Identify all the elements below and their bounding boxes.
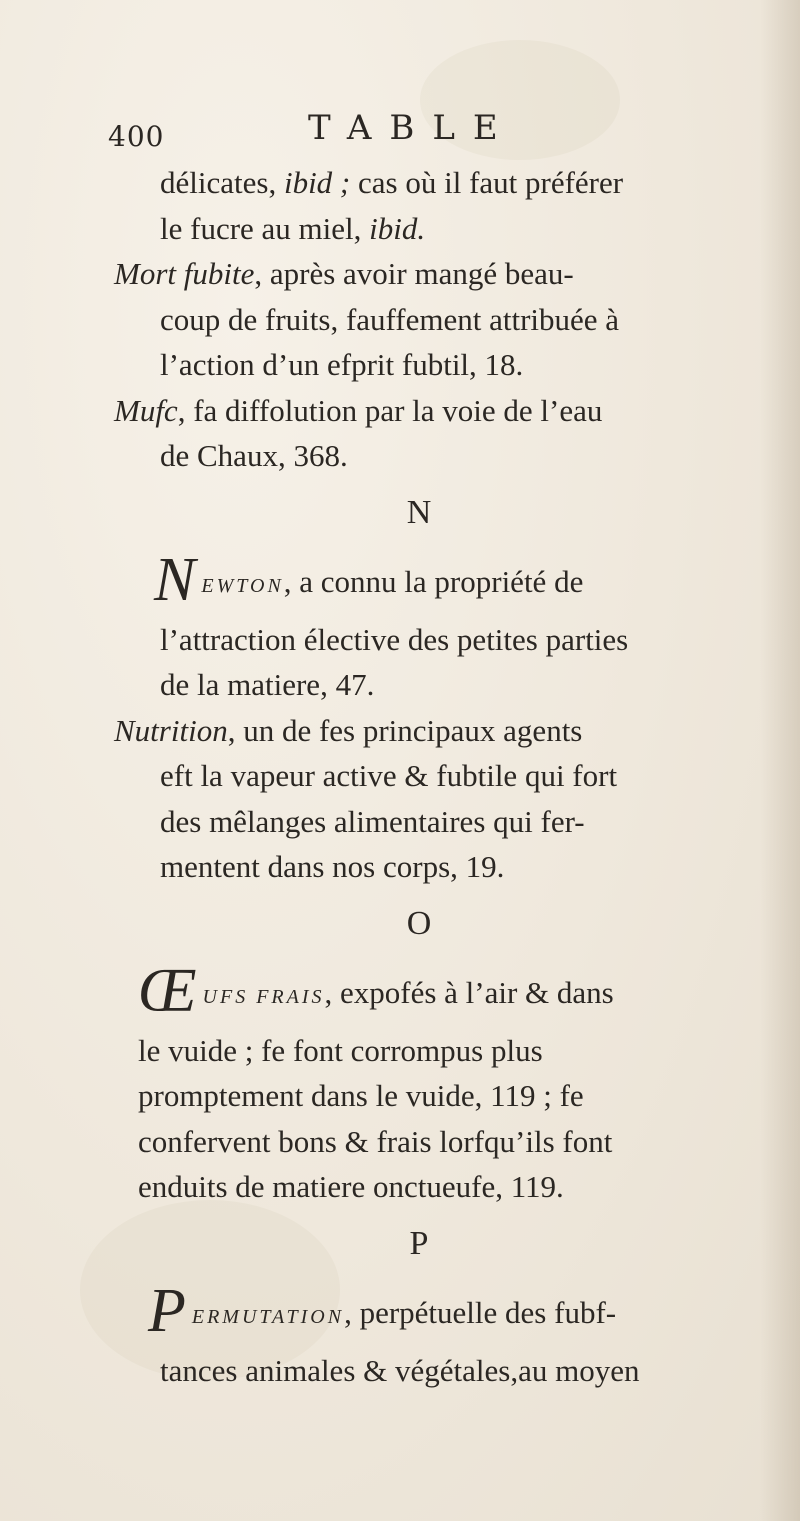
text-span: , après avoir mangé beau- xyxy=(254,256,574,291)
entry-permutation xyxy=(148,1278,770,1348)
text-line: l’action d’un efprit fubtil, 18. xyxy=(160,347,524,382)
page-title: TABLE xyxy=(308,108,516,148)
section-letter-p: P xyxy=(409,1224,429,1262)
text-span: , expofés à l’air & dans xyxy=(324,974,614,1010)
page-header xyxy=(108,108,728,158)
index-text xyxy=(114,160,770,1393)
text-line: des mêlanges alimentaires qui fer- xyxy=(160,803,585,839)
text-span: , a connu la propriété de xyxy=(283,563,584,599)
text-line xyxy=(160,206,770,252)
text-span: cas où il faut préférer xyxy=(350,165,624,200)
entry-musc xyxy=(114,388,770,434)
entry-newton xyxy=(154,547,770,617)
drop-cap: P xyxy=(148,1276,186,1345)
text-line: confervent bons & frais lorfqu’ils font xyxy=(138,1123,613,1159)
text-line: coup de fruits, fauffement attribuée à xyxy=(160,301,620,337)
small-caps-head: UFS FRAIS xyxy=(202,985,325,1008)
text-line: l’attraction élective des petites parties xyxy=(160,621,629,657)
text-span: délicates, xyxy=(160,165,284,200)
text-line: enduits de matiere onctueufe, 119. xyxy=(138,1169,564,1204)
entry-mort xyxy=(114,251,770,297)
text-line: mentent dans nos corps, 19. xyxy=(160,849,505,884)
small-caps-head: EWTON xyxy=(201,574,284,597)
text-span: , perpétuelle des fubf- xyxy=(344,1294,617,1330)
section-letter-n: N xyxy=(406,493,432,531)
ibid-ref: ibid. xyxy=(369,210,426,246)
text-line: le vuide ; fe font corrompus plus xyxy=(138,1032,543,1068)
text-line: eft la vapeur active & fubtile qui fort xyxy=(160,758,618,793)
drop-cap: N xyxy=(154,545,196,614)
entry-nutrition xyxy=(114,708,770,754)
ibid-ref: ibid ; xyxy=(283,165,351,200)
text-line: de la matiere, 47. xyxy=(160,667,375,702)
text-span: , fa diffolution par la voie de l’eau xyxy=(177,392,603,428)
entry-oeufs xyxy=(138,958,770,1028)
text-line xyxy=(160,160,770,206)
entry-head: Mort fubite xyxy=(114,256,255,291)
text-line: de Chaux, 368. xyxy=(160,438,348,473)
text-line: tances animales & végétales,au moyen xyxy=(160,1352,640,1388)
entry-head: Mufc xyxy=(114,392,178,428)
small-caps-head: ERMUTATION xyxy=(191,1305,345,1328)
page-number: 400 xyxy=(108,120,165,153)
entry-head: Nutrition xyxy=(114,712,228,748)
section-letter-o: O xyxy=(406,904,432,942)
text-span: le fucre au miel, xyxy=(160,210,370,246)
text-span: , un de fes principaux agents xyxy=(227,712,583,748)
text-line: promptement dans le vuide, 119 ; fe xyxy=(138,1078,584,1113)
drop-cap: Œ xyxy=(138,956,197,1025)
